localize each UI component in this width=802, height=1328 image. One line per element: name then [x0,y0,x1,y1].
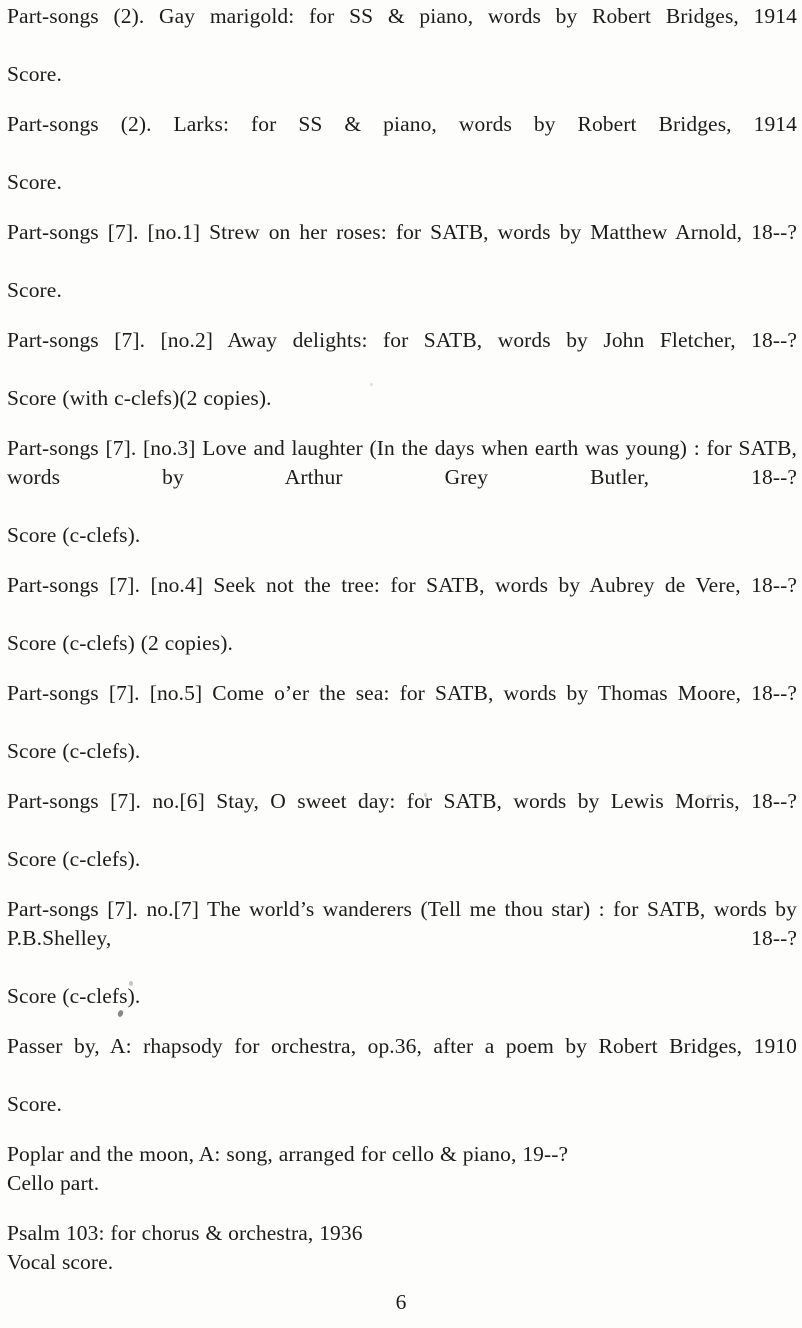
entry-title: Part-songs [7]. [no.2] Away delights: for SATB, words by John Fletcher, 18--? [7,328,797,352]
entry-title: Part-songs (2). Larks: for SS & piano, words by Robert Bridges, 1914 [7,112,797,136]
entry-title: Part-songs [7]. no.[6] Stay, O sweet day: for SATB, words by Lewis Morris, 18--? [7,789,797,813]
entry-title: Passer by, A: rhapsody for orchestra, op.36, after a poem by Robert Bridges, 1910 [7,1034,797,1058]
catalogue-entry [7,571,797,658]
catalogue-entry [7,326,797,413]
entry-title: Part-songs [7]. no.[7] The world’s wanderers (Tell me thou star) : for SATB, words by P.B.Shelley, 18--? [7,897,797,950]
entry-title: Psalm 103: for chorus & orchestra, 1936 [7,1221,363,1245]
entry-detail: Cello part. [7,1171,100,1195]
catalogue-entry [7,1219,797,1277]
entry-title: Part-songs [7]. [no.5] Come o’er the sea: for SATB, words by Thomas Moore, 18--? [7,681,797,705]
entry-detail: Score. [7,278,62,302]
page-number: 6 [395,1290,407,1314]
catalogue-entry [7,218,797,305]
entry-title: Part-songs [7]. [no.4] Seek not the tree: for SATB, words by Aubrey de Vere, 18--? [7,573,797,597]
entry-detail: Score (c-clefs). [7,523,141,547]
entry-detail: Score (with c-clefs)(2 copies). [7,386,272,410]
entry-detail: Score. [7,62,62,86]
entry-detail: Score. [7,1092,62,1116]
catalogue-entry [7,895,797,1011]
catalogue-entry [7,1140,797,1198]
catalogue-entry [7,110,797,197]
entry-detail: Score (c-clefs). [7,739,141,763]
catalogue-entry [7,2,797,89]
entry-detail: Score (c-clefs) (2 copies). [7,631,233,655]
catalogue-entry-list [7,2,797,1277]
entry-detail: Score (c-clefs). [7,847,141,871]
entry-title: Part-songs [7]. [no.1] Strew on her roses: for SATB, words by Matthew Arnold, 18--? [7,220,797,244]
catalogue-entry [7,434,797,550]
entry-detail: Score. [7,170,62,194]
entry-title: Poplar and the moon, A: song, arranged for cello & piano, 19--? [7,1142,569,1166]
entry-detail: Score (c-clefs). [7,984,141,1008]
catalogue-entry [7,787,797,874]
entry-title: Part-songs (2). Gay marigold: for SS & piano, words by Robert Bridges, 1914 [7,4,797,28]
entry-detail: Vocal score. [7,1250,114,1274]
catalogue-entry [7,679,797,766]
catalogue-entry [7,1032,797,1119]
entry-title: Part-songs [7]. [no.3] Love and laughter (In the days when earth was young) : for SATB, words by Arthur Grey Butler, 18--? [7,436,797,489]
